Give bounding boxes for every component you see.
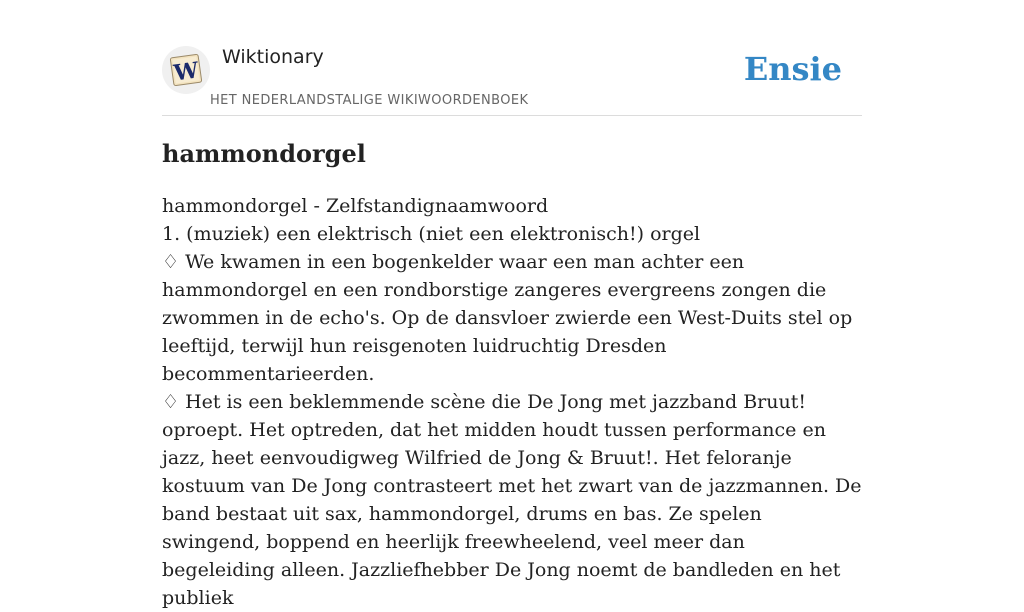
- wiktionary-logo-icon[interactable]: [162, 46, 210, 94]
- site-header: [162, 0, 862, 116]
- ensie-brand-logo[interactable]: Ensie: [743, 50, 842, 88]
- logo-letter: W: [172, 57, 201, 87]
- example-sentence: ♢ We kwamen in een bogenkelder waar een man achter een hammondorgel en een rondborstige zangeres evergreens zongen die zwommen in de echo's. Op de dansvloer zwierde een West-Duits stel op leeftijd, terwijl hun reisgenoten luidruchtig Dresden becommentarieerden.: [162, 251, 853, 385]
- site-title[interactable]: Wiktionary: [222, 46, 324, 68]
- example-sentence: ♢ Het is een beklemmende scène die De Jong met jazzband Bruut! oproept. Het optreden, dat het midden houdt tussen performance en jazz, heet eenvoudigweg Wilfried de Jong & Bruut!. Het feloranje kostuum van De Jong contrasteert met het zwart van de jazzmannen. De band bestaat uit sax, hammondorgel, drums en bas. Ze spelen swingend, boppend en heerlijk freewheelend, veel meer dan begeleiding alleen. Jazzliefhebber De Jong noemt de bandleden en het publiek: [162, 391, 862, 609]
- site-subtitle: HET NEDERLANDSTALIGE WIKIWOORDENBOEK: [210, 93, 529, 108]
- entry-content: [162, 192, 862, 612]
- entry-heading: hammondorgel - Zelfstandignaamwoord: [162, 195, 549, 217]
- page-title: hammondorgel: [162, 139, 366, 168]
- entry-definition: 1. (muziek) een elektrisch (niet een elektronisch!) orgel: [162, 223, 701, 245]
- page: [162, 0, 862, 609]
